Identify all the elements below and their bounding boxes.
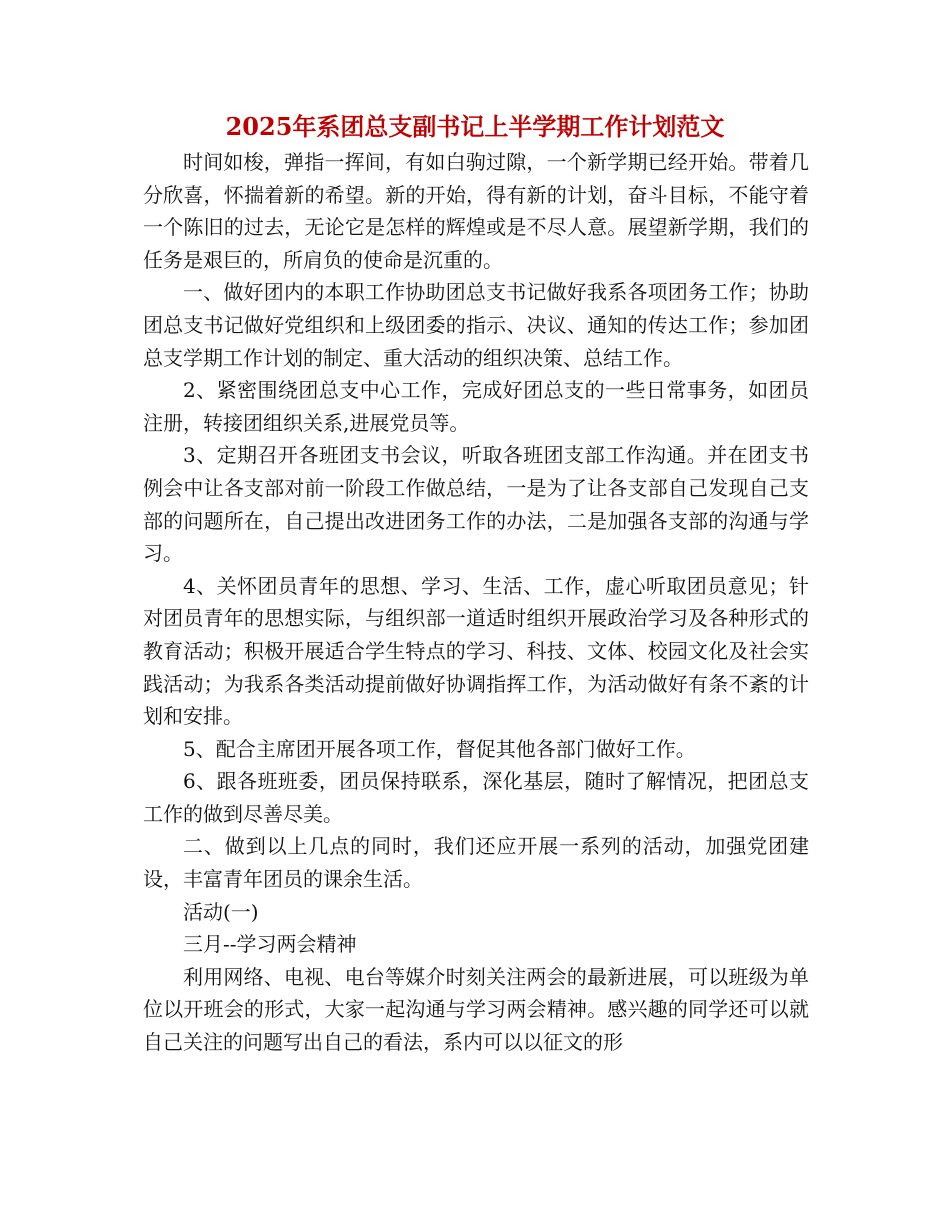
paragraph-section-one: 一、做好团内的本职工作协助团总支书记做好我系各项团务工作；协助团总支书记做好党组织和上级团委的指示、决议、通知的传达工作；参加团总支学期工作计划的制定、重大活动的组织决策、总结工作。 bbox=[143, 280, 809, 370]
document-title: 2025年系团总支副书记上半学期工作计划范文 bbox=[225, 112, 725, 141]
activity-heading: 活动(一) bbox=[183, 899, 259, 924]
activity-march-heading: 三月--学习两会精神 bbox=[183, 932, 357, 957]
paragraph-intro: 时间如梭，弹指一挥间，有如白驹过隙，一个新学期已经开始。带着几分欣喜，怀揣着新的希望。新的开始，得有新的计划，奋斗目标，不能守着一个陈旧的过去，无论它是怎样的辉煌或是不尽人意。展望新学期，我们的任务是艰巨的，所肩负的使命是沉重的。 bbox=[143, 150, 809, 272]
paragraph-item-6: 6、跟各班班委，团员保持联系，深化基层，随时了解情况，把团总支工作的做到尽善尽美。 bbox=[143, 769, 809, 826]
document-body bbox=[143, 146, 809, 1059]
paragraph-item-4: 4、关怀团员青年的思想、学习、生活、工作，虚心听取团员意见；针对团员青年的思想实际，与组织部一道适时组织开展政治学习及各种形式的教育活动；积极开展适合学生特点的学习、科技、文体、校园文化及社会实践活动；为我系各类活动提前做好协调指挥工作，为活动做好有条不紊的计划和安排。 bbox=[143, 573, 809, 729]
paragraph-item-5: 5、配合主席团开展各项工作，督促其他各部门做好工作。 bbox=[183, 736, 696, 761]
paragraph-section-two: 二、做到以上几点的同时，我们还应开展一系列的活动，加强党团建设，丰富青年团员的课余生活。 bbox=[143, 834, 809, 892]
paragraph-item-2: 2、紧密围绕团总支中心工作，完成好团总支的一些日常事务，如团员注册，转接团组织关系,进展党员等。 bbox=[143, 378, 809, 435]
activity-march-body: 利用网络、电视、电台等媒介时刻关注两会的最新进展，可以班级为单位以开班会的形式，大家一起沟通与学习两会精神。感兴趣的同学还可以就自己关注的问题写出自己的看法，系内可以以征文的形 bbox=[143, 964, 809, 1055]
paragraph-item-3: 3、定期召开各班团支书会议，听取各班团支部工作沟通。并在团支书例会中让各支部对前一阶段工作做总结，一是为了让各支部自己发现自己支部的问题所在，自己提出改进团务工作的办法，二是加强各支部的沟通与学习。 bbox=[143, 443, 809, 566]
